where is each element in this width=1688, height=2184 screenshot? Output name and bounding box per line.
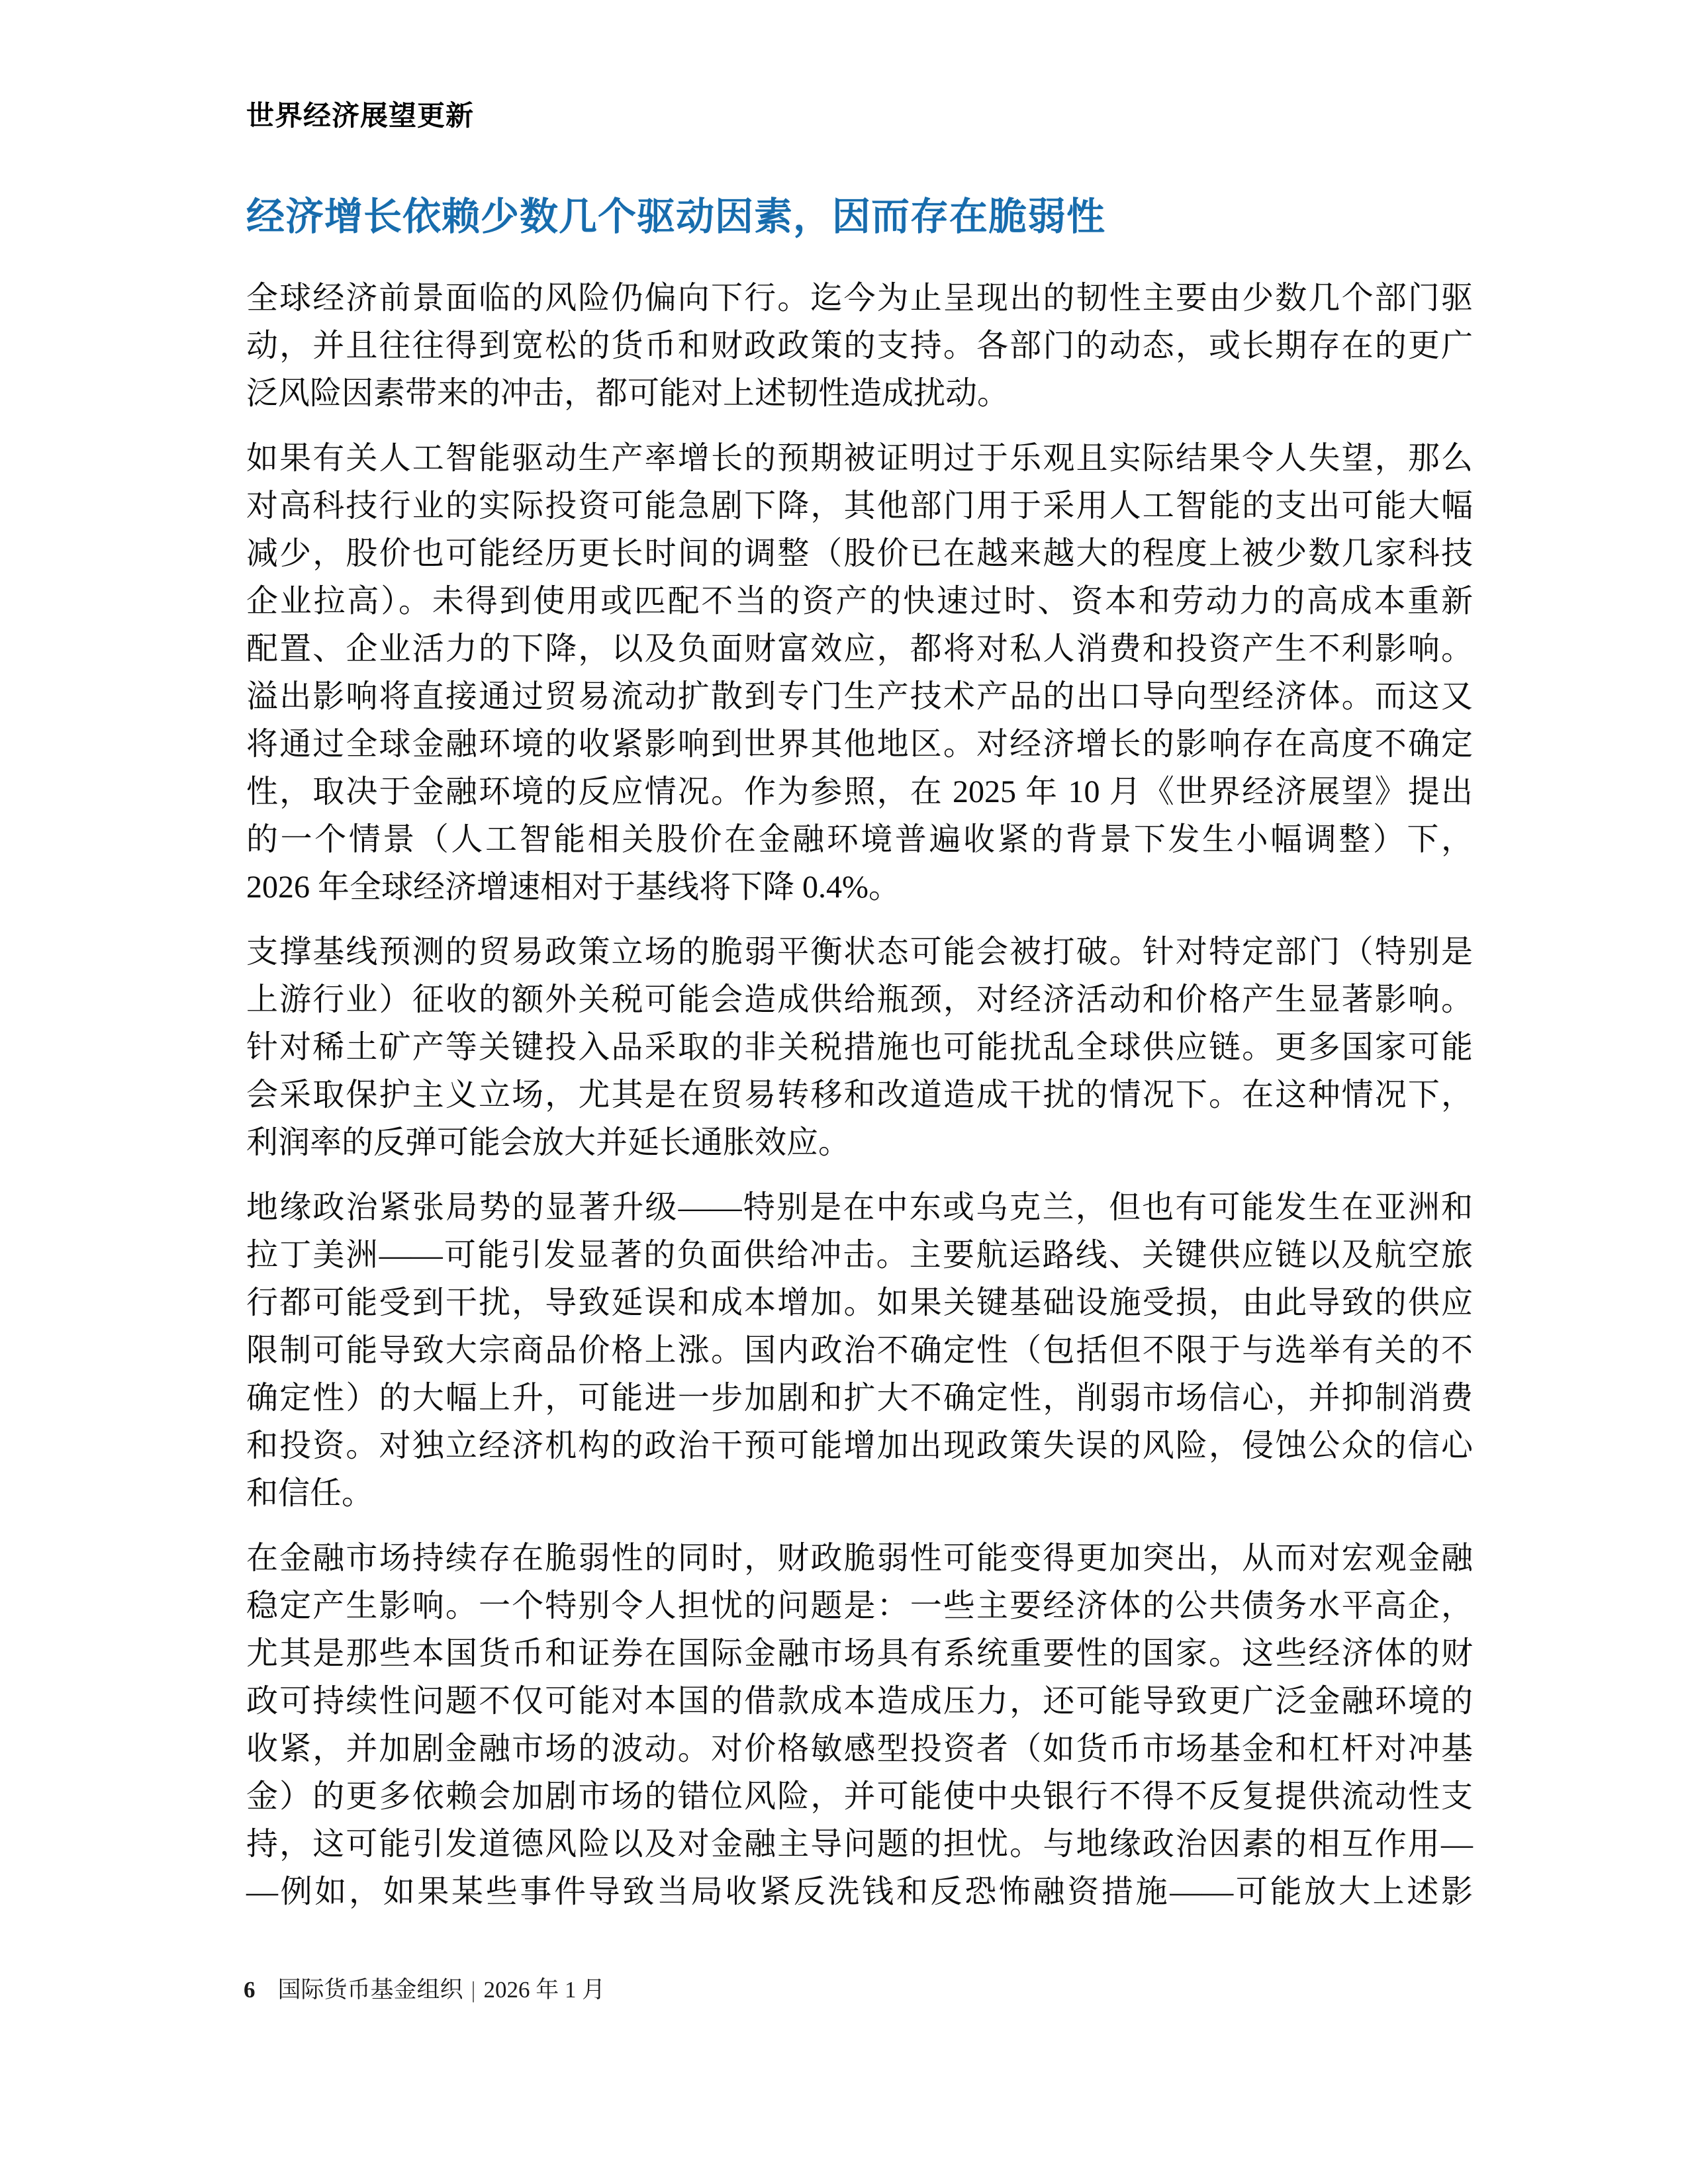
text-line: 确定性）的大幅上升，可能进一步加剧和扩大不确定性，削弱市场信心，并抑制消费 [246,1381,1473,1416]
section-heading: 经济增长依赖少数几个驱动因素，因而存在脆弱性 [246,195,1106,238]
text-line: 稳定产生影响。一个特别令人担忧的问题是：一些主要经济体的公共债务水平高企， [246,1588,1473,1623]
text-line: 支撑基线预测的贸易政策立场的脆弱平衡状态可能会被打破。针对特定部门（特别是 [246,934,1473,970]
page-number: 6 [244,1977,256,2003]
footer-organization: 国际货币基金组织 [277,1977,463,2003]
text-line: 行都可能受到干扰，导致延误和成本增加。如果关键基础设施受损，由此导致的供应 [246,1285,1473,1320]
text-line: 在金融市场持续存在脆弱性的同时，财政脆弱性可能变得更加突出，从而对宏观金融 [246,1541,1473,1576]
text-line: 上游行业）征收的额外关税可能会造成供给瓶颈，对经济活动和价格产生显著影响。 [246,982,1473,1017]
text-line: 地缘政治紧张局势的显著升级——特别是在中东或乌克兰，但也有可能发生在亚洲和 [246,1190,1473,1225]
text-line: 2026 年全球经济增速相对于基线将下降 0.4%。 [246,870,900,905]
running-header: 世界经济展望更新 [246,101,475,132]
text-line: 会采取保护主义立场，尤其是在贸易转移和改道造成干扰的情况下。在这种情况下， [246,1077,1473,1113]
text-line: 性，取决于金融环境的反应情况。作为参照，在 2025 年 10 月《世界经济展望》提出 [246,774,1473,809]
page-footer [244,1976,605,2004]
text-line: 持，这可能引发道德风险以及对金融主导问题的担忧。与地缘政治因素的相互作用— [246,1827,1473,1862]
text-line: 利润率的反弹可能会放大并延长通胀效应。 [246,1125,851,1160]
text-line: 如果有关人工智能驱动生产率增长的预期被证明过于乐观且实际结果令人失望，那么 [246,441,1473,476]
text-line: 针对稀土矿产等关键投入品采取的非关税措施也可能扰乱全球供应链。更多国家可能 [246,1030,1473,1065]
text-line: 配置、企业活力的下降，以及负面财富效应，都将对私人消费和投资产生不利影响。 [246,631,1473,666]
paragraph [246,435,1473,911]
paragraph [246,275,1473,418]
article-body [246,275,1473,1916]
text-line: 减少，股价也可能经历更长时间的调整（股价已在越来越大的程度上被少数几家科技 [246,536,1473,571]
text-line: 金）的更多依赖会加剧市场的错位风险，并可能使中央银行不得不反复提供流动性支 [246,1779,1473,1814]
text-line: 对高科技行业的实际投资可能急剧下降，其他部门用于采用人工智能的支出可能大幅 [246,488,1473,523]
text-line: 和信任。 [246,1476,374,1511]
text-line: 收紧，并加剧金融市场的波动。对价格敏感型投资者（如货币市场基金和杠杆对冲基 [246,1731,1473,1766]
paragraph [246,1535,1473,1916]
text-line: 全球经济前景面临的风险仍偏向下行。迄今为止呈现出的韧性主要由少数几个部门驱 [246,281,1473,316]
text-line: 政可持续性问题不仅可能对本国的借款成本造成压力，还可能导致更广泛金融环境的 [246,1684,1473,1719]
text-line: —例如，如果某些事件导致当局收紧反洗钱和反恐怖融资措施——可能放大上述影 [246,1874,1473,1909]
footer-separator: | [471,1977,476,2003]
paragraph [246,1184,1473,1518]
text-line: 企业拉高）。未得到使用或匹配不当的资产的快速过时、资本和劳动力的高成本重新 [246,584,1473,619]
text-line: 和投资。对独立经济机构的政治干预可能增加出现政策失误的风险，侵蚀公众的信心 [246,1428,1473,1463]
text-line: 限制可能导致大宗商品价格上涨。国内政治不确定性（包括但不限于与选举有关的不 [246,1333,1473,1368]
text-line: 尤其是那些本国货币和证券在国际金融市场具有系统重要性的国家。这些经济体的财 [246,1636,1473,1671]
paragraph [246,929,1473,1167]
page-content [246,0,1473,1933]
footer-date: 2026 年 1 月 [483,1977,606,2003]
text-line: 动，并且往往得到宽松的货币和财政政策的支持。各部门的动态，或长期存在的更广 [246,328,1473,363]
text-line: 泛风险因素带来的冲击，都可能对上述韧性造成扰动。 [246,376,1009,411]
text-line: 溢出影响将直接通过贸易流动扩散到专门生产技术产品的出口导向型经济体。而这又 [246,679,1473,714]
text-line: 的一个情景（人工智能相关股价在金融环境普遍收紧的背景下发生小幅调整）下， [246,822,1473,857]
text-line: 将通过全球金融环境的收紧影响到世界其他地区。对经济增长的影响存在高度不确定 [246,727,1473,762]
text-line: 拉丁美洲——可能引发显著的负面供给冲击。主要航运路线、关键供应链以及航空旅 [246,1238,1473,1273]
